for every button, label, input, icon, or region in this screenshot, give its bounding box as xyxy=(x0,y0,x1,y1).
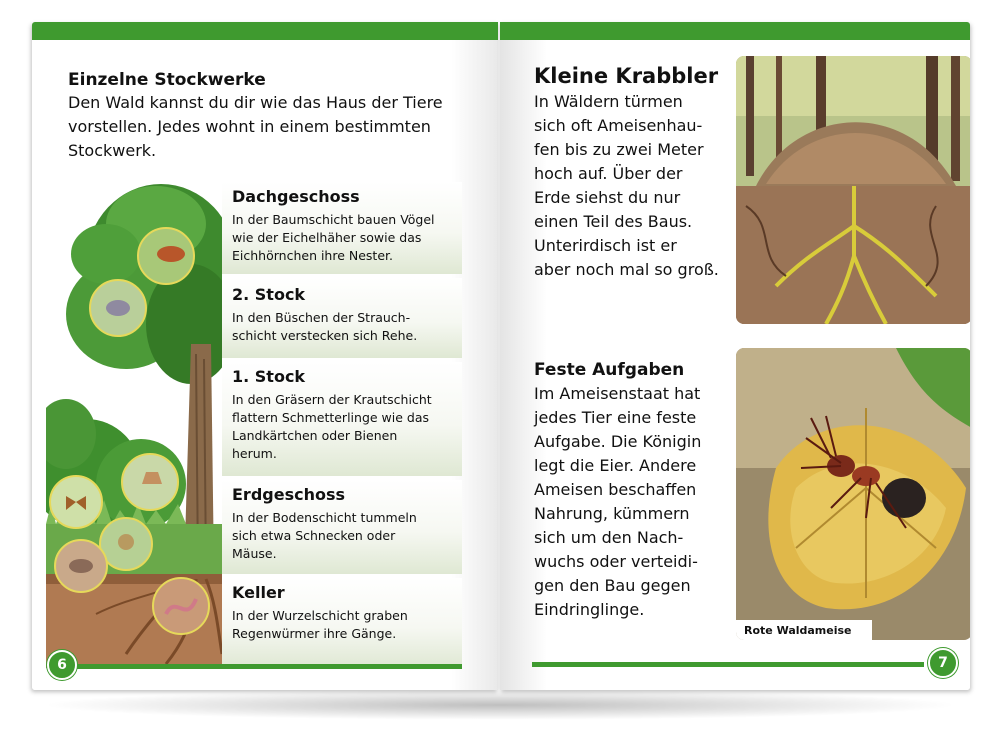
layer-line: In den Gräsern der Krautschicht xyxy=(232,392,432,407)
layer-line: schicht verstecken sich Rehe. xyxy=(232,328,418,343)
section-text xyxy=(534,90,719,282)
forest-layers-illustration xyxy=(46,184,222,668)
layer-title: 1. Stock xyxy=(232,367,306,386)
layer-title: Keller xyxy=(232,583,285,602)
text-line: Nahrung, kümmern xyxy=(534,504,690,523)
layer-description xyxy=(232,211,460,265)
page-number: 6 xyxy=(47,650,77,680)
layer-title: Dachgeschoss xyxy=(232,187,360,206)
top-green-bar xyxy=(500,22,970,40)
tree-illustration xyxy=(46,184,222,668)
photo-caption: Rote Waldameise xyxy=(736,620,872,640)
layer-description xyxy=(232,391,460,463)
layer-line: In den Büschen der Strauch- xyxy=(232,310,411,325)
bottom-green-line xyxy=(532,662,924,667)
ant-illustration xyxy=(736,348,970,640)
text-line: Erde siehst du nur xyxy=(534,188,681,207)
layer-1-stock xyxy=(222,362,462,476)
layer-line: In der Bodenschicht tummeln xyxy=(232,510,417,525)
layer-title: 2. Stock xyxy=(232,285,306,304)
text-line: legt die Eier. Andere xyxy=(534,456,697,475)
intro-line: Den Wald kannst du dir wie das Haus der Tiere xyxy=(68,93,443,112)
left-page xyxy=(32,22,498,690)
anthill-image xyxy=(736,56,970,324)
layer-2-stock xyxy=(222,278,462,358)
layer-line: herum. xyxy=(232,446,277,461)
text-line: sich oft Ameisenhau- xyxy=(534,116,703,135)
text-line: fen bis zu zwei Meter xyxy=(534,140,704,159)
text-line: Unterirdisch ist er xyxy=(534,236,677,255)
section-text xyxy=(534,382,701,622)
section-title: Feste Aufgaben xyxy=(534,360,685,380)
layer-description xyxy=(232,309,460,345)
layer-line: Landkärtchen oder Bienen xyxy=(232,428,398,443)
text-line: gen den Bau gegen xyxy=(534,576,691,595)
text-line: hoch auf. Über der xyxy=(534,164,683,183)
layer-line: In der Baumschicht bauen Vögel xyxy=(232,212,435,227)
layer-line: Mäuse. xyxy=(232,546,277,561)
page-heading: Einzelne Stockwerke xyxy=(68,70,266,90)
layer-line: Regenwürmer ihre Gänge. xyxy=(232,626,397,641)
text-line: Im Ameisenstaat hat xyxy=(534,384,701,403)
text-line: jedes Tier eine feste xyxy=(534,408,697,427)
text-line: Ameisen beschaffen xyxy=(534,480,697,499)
bottom-green-line xyxy=(58,664,462,669)
layer-line: sich etwa Schnecken oder xyxy=(232,528,396,543)
layer-erdgeschoss xyxy=(222,480,462,574)
intro-text xyxy=(68,91,443,163)
book-shadow xyxy=(40,690,960,720)
text-line: Aufgabe. Die Königin xyxy=(534,432,702,451)
layer-title: Erdgeschoss xyxy=(232,485,346,504)
intro-line: vorstellen. Jedes wohnt in einem bestimmten xyxy=(68,117,431,136)
layer-description xyxy=(232,607,460,643)
ant-image xyxy=(736,348,970,640)
section-title: Kleine Krabbler xyxy=(534,64,719,88)
right-page xyxy=(500,22,970,690)
layer-line: Eichhörnchen ihre Nester. xyxy=(232,248,393,263)
layer-dachgeschoss xyxy=(222,182,462,274)
text-line: In Wäldern türmen xyxy=(534,92,683,111)
text-line: einen Teil des Baus. xyxy=(534,212,693,231)
layer-keller xyxy=(222,578,462,668)
layer-description xyxy=(232,509,460,563)
text-line: wuchs oder verteidi- xyxy=(534,552,698,571)
intro-line: Stockwerk. xyxy=(68,141,157,160)
text-line: aber noch mal so groß. xyxy=(534,260,719,279)
text-line: Eindringlinge. xyxy=(534,600,645,619)
layer-line: wie der Eichelhäher sowie das xyxy=(232,230,422,245)
text-line: sich um den Nach- xyxy=(534,528,684,547)
anthill-illustration xyxy=(736,56,970,324)
page-number: 7 xyxy=(928,648,958,678)
layer-line: flattern Schmetterlinge wie das xyxy=(232,410,430,425)
layer-line: In der Wurzelschicht graben xyxy=(232,608,408,623)
top-green-bar xyxy=(32,22,498,40)
